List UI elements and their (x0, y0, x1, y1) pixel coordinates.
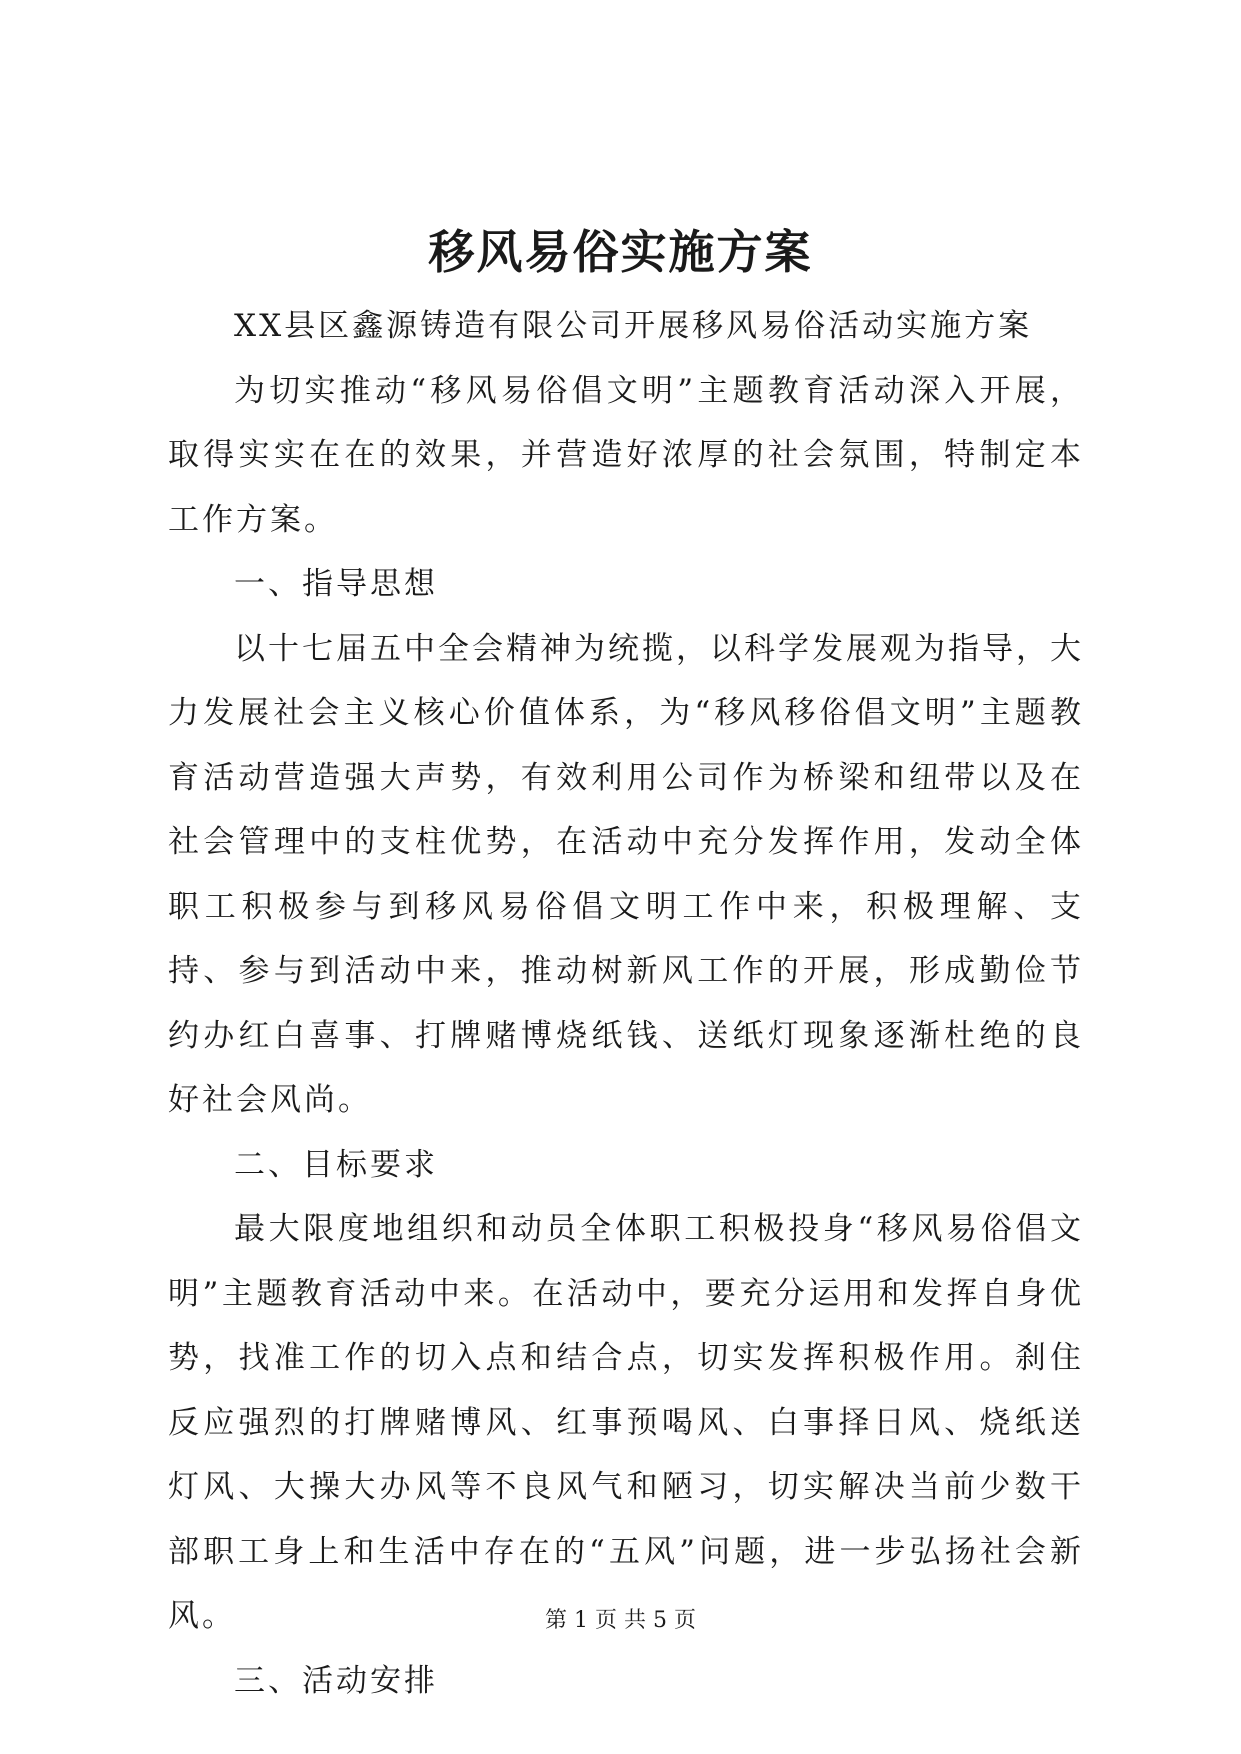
page-number: 第 1 页 共 5 页 (545, 1608, 696, 1633)
document-title: 移风易俗实施方案 (428, 225, 813, 279)
paragraph-intro: 为切实推动“移风易俗倡文明”主题教育活动深入开展，取得实实在在的效果，并营造好浓厚的社会氛围，特制定本工作方案。 (168, 372, 1084, 538)
page-footer (0, 1606, 1241, 1636)
section-heading-goals: 二、目标要求 (234, 1146, 438, 1183)
document-body (168, 294, 1084, 1713)
paragraph-goals: 最大限度地组织和动员全体职工积极投身“移风易俗倡文明”主题教育活动中来。在活动中，要充分运用和发挥自身优势，找准工作的切入点和结合点，切实发挥积极作用。刹住反应强烈的打牌赌博风、红事预喝风、白事择日风、烧纸送灯风、大操大办风等不良风气和陋习，切实解决当前少数干部职工身上和生活中存在的“五风”问题，进一步弘扬社会新风。 (168, 1211, 1084, 1634)
section-heading-guiding-ideology: 一、指导思想 (234, 566, 438, 602)
section-heading-arrangements: 三、活动安排 (234, 1662, 438, 1699)
paragraph-guiding-ideology: 以十七届五中全会精神为统揽，以科学发展观为指导，大力发展社会主义核心价值体系，为“移风移俗倡文明”主题教育活动营造强大声势，有效利用公司作为桥梁和纽带以及在社会管理中的支柱优势，在活动中充分发挥作用，发动全体职工积极参与到移风易俗倡文明工作中来，积极理解、支持、参与到活动中来，推动树新风工作的开展，形成勤俭节约办红白喜事、打牌赌博烧纸钱、送纸灯现象逐渐杜绝的良好社会风尚。 (168, 630, 1084, 1118)
document-subtitle: XX县区鑫源铸造有限公司开展移风易俗活动实施方案 (234, 308, 1033, 344)
